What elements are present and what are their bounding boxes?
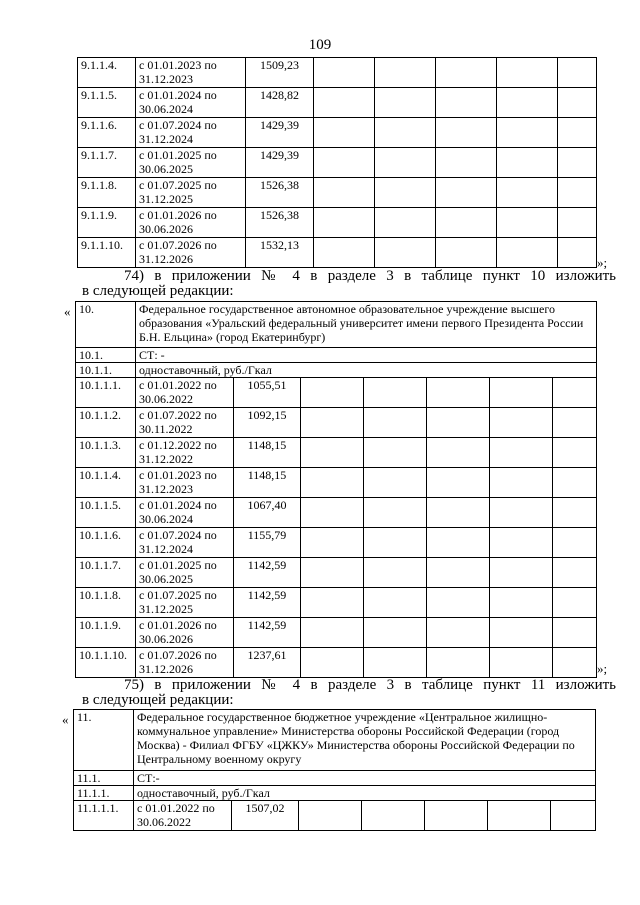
table-row xyxy=(76,588,597,618)
empty-cell xyxy=(301,528,364,558)
row-value: 1237,61 xyxy=(234,648,301,678)
empty-cell xyxy=(427,468,490,498)
empty-cell xyxy=(364,528,427,558)
tariff-table-10 xyxy=(75,301,597,678)
row-value: 1148,15 xyxy=(234,468,301,498)
empty-cell xyxy=(553,588,597,618)
empty-cell xyxy=(558,208,597,238)
empty-cell xyxy=(314,238,375,268)
row-value: 1507,02 xyxy=(232,801,299,831)
empty-cell xyxy=(488,801,551,831)
empty-cell xyxy=(497,118,558,148)
row-period: с 01.07.2024 по 31.12.2024 xyxy=(136,528,234,558)
empty-cell xyxy=(436,238,497,268)
table10-sub1-text: СТ: - xyxy=(136,348,597,363)
empty-cell xyxy=(314,118,375,148)
row-code: 10.1.1.7. xyxy=(76,558,136,588)
empty-cell xyxy=(490,468,553,498)
empty-cell xyxy=(553,408,597,438)
row-period: с 01.01.2024 по 30.06.2024 xyxy=(136,88,246,118)
table-row xyxy=(78,118,597,148)
table-row xyxy=(76,378,597,408)
empty-cell xyxy=(427,528,490,558)
empty-cell xyxy=(314,208,375,238)
empty-cell xyxy=(362,801,425,831)
empty-cell xyxy=(558,148,597,178)
empty-cell xyxy=(301,618,364,648)
empty-cell xyxy=(427,438,490,468)
empty-cell xyxy=(314,88,375,118)
empty-cell xyxy=(427,588,490,618)
paragraph-74 xyxy=(82,269,616,299)
row-period: с 01.01.2022 по 30.06.2022 xyxy=(136,378,234,408)
empty-cell xyxy=(364,498,427,528)
row-code: 9.1.1.5. xyxy=(78,88,136,118)
opening-quote: « xyxy=(64,304,71,319)
row-code: 10.1.1.9. xyxy=(76,618,136,648)
empty-cell xyxy=(558,88,597,118)
row-value: 1526,38 xyxy=(246,178,314,208)
table11-sub1-code: 11.1. xyxy=(74,771,134,786)
empty-cell xyxy=(364,618,427,648)
empty-cell xyxy=(497,238,558,268)
row-period: с 01.07.2026 по 31.12.2026 xyxy=(136,238,246,268)
empty-cell xyxy=(375,178,436,208)
empty-cell xyxy=(314,148,375,178)
empty-cell xyxy=(301,468,364,498)
empty-cell xyxy=(364,468,427,498)
table-row xyxy=(76,408,597,438)
row-value: 1142,59 xyxy=(234,558,301,588)
table10-header-text: Федеральное государственное автономное образовательное учреждение высшего образования «Уральский федеральный университет имени первого Президента России Б.Н. Ельцина» (город Екатеринбург) xyxy=(136,302,597,348)
empty-cell xyxy=(497,58,558,88)
empty-cell xyxy=(558,178,597,208)
row-value: 1429,39 xyxy=(246,148,314,178)
page-number: 109 xyxy=(308,37,332,53)
empty-cell xyxy=(558,118,597,148)
table-row xyxy=(78,58,597,88)
row-value: 1067,40 xyxy=(234,498,301,528)
row-value: 1092,15 xyxy=(234,408,301,438)
empty-cell xyxy=(490,618,553,648)
row-period: с 01.07.2025 по 31.12.2025 xyxy=(136,588,234,618)
table-row xyxy=(76,558,597,588)
empty-cell xyxy=(436,88,497,118)
row-value: 1526,38 xyxy=(246,208,314,238)
empty-cell xyxy=(314,178,375,208)
paragraph-74-line1: 74) в приложении № 4 в разделе 3 в таблице пункт 10 изложить xyxy=(124,268,616,284)
empty-cell xyxy=(301,648,364,678)
empty-cell xyxy=(490,528,553,558)
row-code: 9.1.1.6. xyxy=(78,118,136,148)
table11-header-text: Федеральное государственное бюджетное учреждение «Центральное жилищно-коммунальное управление» Министерства обороны Российской Федерации (город Москва) - Филиал ФГБУ «ЦЖКУ» Министерства обороны Российской Федерации по Центральному военному округу xyxy=(134,710,596,771)
empty-cell xyxy=(375,58,436,88)
row-code: 10.1.1.1. xyxy=(76,378,136,408)
table11-sub2-code: 11.1.1. xyxy=(74,786,134,801)
empty-cell xyxy=(314,58,375,88)
empty-cell xyxy=(364,588,427,618)
row-period: с 01.01.2022 по 30.06.2022 xyxy=(134,801,232,831)
row-code: 10.1.1.10. xyxy=(76,648,136,678)
row-period: с 01.07.2024 по 31.12.2024 xyxy=(136,118,246,148)
row-code: 10.1.1.8. xyxy=(76,588,136,618)
table10-header-code: 10. xyxy=(76,302,136,348)
table-row xyxy=(78,148,597,178)
row-period: с 01.07.2026 по 31.12.2026 xyxy=(136,648,234,678)
empty-cell xyxy=(490,498,553,528)
empty-cell xyxy=(436,178,497,208)
row-period: с 01.01.2023 по 31.12.2023 xyxy=(136,58,246,88)
table-row xyxy=(78,178,597,208)
empty-cell xyxy=(427,618,490,648)
empty-cell xyxy=(375,208,436,238)
paragraph-74-line2: в следующей редакции: xyxy=(82,283,234,299)
tariff-table-9 xyxy=(77,57,597,268)
empty-cell xyxy=(553,618,597,648)
row-value: 1055,51 xyxy=(234,378,301,408)
table-row xyxy=(76,648,597,678)
empty-cell xyxy=(553,468,597,498)
empty-cell xyxy=(497,88,558,118)
empty-cell xyxy=(301,378,364,408)
table11-sub2-text: одноставочный, руб./Гкал xyxy=(134,786,596,801)
row-code: 11.1.1.1. xyxy=(74,801,134,831)
table11-sub1-text: СТ:- xyxy=(134,771,596,786)
row-period: с 01.01.2025 по 30.06.2025 xyxy=(136,558,234,588)
row-value: 1429,39 xyxy=(246,118,314,148)
empty-cell xyxy=(551,801,596,831)
row-period: с 01.01.2023 по 31.12.2023 xyxy=(136,468,234,498)
closing-quote: »; xyxy=(597,661,608,676)
empty-cell xyxy=(490,378,553,408)
paragraph-75-line2: в следующей редакции: xyxy=(82,692,234,708)
empty-cell xyxy=(301,588,364,618)
row-code: 9.1.1.8. xyxy=(78,178,136,208)
empty-cell xyxy=(436,148,497,178)
empty-cell xyxy=(490,558,553,588)
empty-cell xyxy=(497,178,558,208)
empty-cell xyxy=(375,88,436,118)
empty-cell xyxy=(490,438,553,468)
paragraph-75 xyxy=(82,678,616,708)
opening-quote: « xyxy=(62,712,69,727)
empty-cell xyxy=(299,801,362,831)
row-code: 10.1.1.2. xyxy=(76,408,136,438)
row-value: 1155,79 xyxy=(234,528,301,558)
row-code: 10.1.1.6. xyxy=(76,528,136,558)
empty-cell xyxy=(436,118,497,148)
row-code: 10.1.1.5. xyxy=(76,498,136,528)
table-row xyxy=(74,801,596,831)
empty-cell xyxy=(425,801,488,831)
empty-cell xyxy=(375,238,436,268)
paragraph-75-line1: 75) в приложении № 4 в разделе 3 в таблице пункт 11 изложить xyxy=(124,677,616,693)
empty-cell xyxy=(553,648,597,678)
empty-cell xyxy=(436,208,497,238)
row-value: 1509,23 xyxy=(246,58,314,88)
empty-cell xyxy=(490,588,553,618)
empty-cell xyxy=(375,148,436,178)
table-row xyxy=(76,498,597,528)
table-row xyxy=(78,88,597,118)
row-period: с 01.01.2026 по 30.06.2026 xyxy=(136,208,246,238)
empty-cell xyxy=(301,558,364,588)
empty-cell xyxy=(301,498,364,528)
row-value: 1532,13 xyxy=(246,238,314,268)
table-row xyxy=(76,618,597,648)
row-value: 1142,59 xyxy=(234,588,301,618)
empty-cell xyxy=(427,378,490,408)
empty-cell xyxy=(427,408,490,438)
table-row xyxy=(76,438,597,468)
empty-cell xyxy=(558,58,597,88)
row-period: с 01.07.2025 по 31.12.2025 xyxy=(136,178,246,208)
row-code: 9.1.1.7. xyxy=(78,148,136,178)
empty-cell xyxy=(364,408,427,438)
empty-cell xyxy=(364,558,427,588)
row-value: 1428,82 xyxy=(246,88,314,118)
row-code: 10.1.1.4. xyxy=(76,468,136,498)
empty-cell xyxy=(364,378,427,408)
row-code: 9.1.1.9. xyxy=(78,208,136,238)
empty-cell xyxy=(301,438,364,468)
row-code: 9.1.1.10. xyxy=(78,238,136,268)
empty-cell xyxy=(427,648,490,678)
empty-cell xyxy=(427,498,490,528)
empty-cell xyxy=(301,408,364,438)
table-row xyxy=(76,528,597,558)
empty-cell xyxy=(375,118,436,148)
table10-sub1-code: 10.1. xyxy=(76,348,136,363)
tariff-table-11 xyxy=(73,709,596,831)
empty-cell xyxy=(553,528,597,558)
row-period: с 01.12.2022 по 31.12.2022 xyxy=(136,438,234,468)
row-value: 1142,59 xyxy=(234,618,301,648)
empty-cell xyxy=(497,208,558,238)
table11-header-code: 11. xyxy=(74,710,134,771)
row-period: с 01.01.2025 по 30.06.2025 xyxy=(136,148,246,178)
empty-cell xyxy=(364,648,427,678)
empty-cell xyxy=(490,648,553,678)
table-row xyxy=(76,468,597,498)
empty-cell xyxy=(427,558,490,588)
row-value: 1148,15 xyxy=(234,438,301,468)
row-code: 9.1.1.4. xyxy=(78,58,136,88)
closing-quote: »; xyxy=(597,255,608,270)
row-period: с 01.01.2024 по 30.06.2024 xyxy=(136,498,234,528)
empty-cell xyxy=(558,238,597,268)
row-code: 10.1.1.3. xyxy=(76,438,136,468)
empty-cell xyxy=(553,558,597,588)
empty-cell xyxy=(553,438,597,468)
table10-sub2-text: одноставочный, руб./Гкал xyxy=(136,363,597,378)
table10-sub2-code: 10.1.1. xyxy=(76,363,136,378)
empty-cell xyxy=(490,408,553,438)
empty-cell xyxy=(436,58,497,88)
empty-cell xyxy=(497,148,558,178)
row-period: с 01.07.2022 по 30.11.2022 xyxy=(136,408,234,438)
table-row xyxy=(78,238,597,268)
table-row xyxy=(78,208,597,238)
row-period: с 01.01.2026 по 30.06.2026 xyxy=(136,618,234,648)
empty-cell xyxy=(364,438,427,468)
empty-cell xyxy=(553,498,597,528)
empty-cell xyxy=(553,378,597,408)
